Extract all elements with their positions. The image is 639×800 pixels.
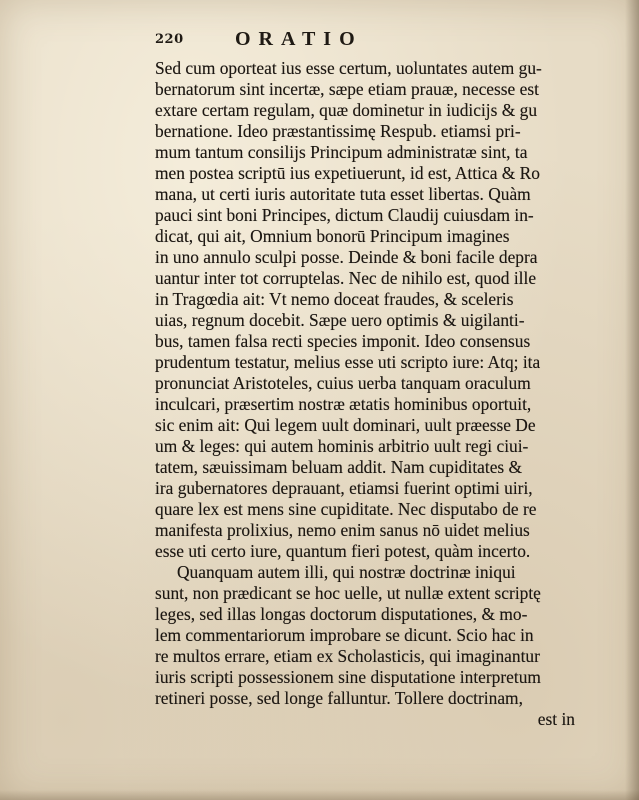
page-edge-shadow — [625, 0, 639, 800]
text-line: lem commentariorum improbare se dicunt. Scio hac in — [155, 625, 534, 645]
body-text — [155, 58, 595, 730]
text-line: inculcari, præsertim nostræ ætatis hominibus oportuit, — [155, 394, 532, 414]
text-line: dicat, qui ait, Omnium bonorū Principum imagines — [155, 226, 510, 246]
text-line: pronunciat Aristoteles, cuius uerba tanquam oraculum — [155, 373, 531, 393]
text-line: pauci sint boni Principes, dictum Claudij cuiusdam in- — [155, 205, 534, 225]
text-line: in Tragœdia ait: Vt nemo doceat fraudes, & sceleris — [155, 289, 514, 309]
text-line: Sed cum oporteat ius esse certum, uoluntates autem gu- — [155, 58, 542, 78]
text-line: quare lex est mens sine cupiditate. Nec disputabo de re — [155, 499, 537, 519]
text-line: manifesta prolixius, nemo enim sanus nō uidet melius — [155, 520, 530, 540]
text-line: retineri posse, sed longe falluntur. Tollere doctrinam, — [155, 688, 523, 708]
running-title: ORATIO — [235, 28, 363, 50]
text-line: sunt, non prædicant se hoc uelle, ut nullæ extent scriptę — [155, 583, 541, 603]
text-line: bernatorum sint incertæ, sæpe etiam prauæ, necesse est — [155, 79, 539, 99]
running-head — [155, 28, 555, 52]
page-bottom-shadow — [0, 790, 639, 800]
text-line: mum tantum consilijs Principum administratæ sint, ta — [155, 142, 528, 162]
text-line: bus, tamen falsa recti species imponit. Ideo consensus — [155, 331, 531, 351]
text-line: uantur inter tot corruptelas. Nec de nihilo est, quod ille — [155, 268, 537, 288]
text-line: iuris scripti possessionem sine disputatione interpretum — [155, 667, 541, 687]
text-line: extare certam regulam, quæ dominetur in iudicijs & gu — [155, 100, 538, 120]
text-line: bernatione. Ideo præstantissimę Respub. etiamsi pri- — [155, 121, 521, 141]
paragraph-start-line: Quanquam autem illi, qui nostræ doctrinæ iniqui — [177, 562, 516, 582]
text-line: tatem, sæuissimam beluam addit. Nam cupiditates & — [155, 457, 523, 477]
text-line: men postea scriptū ius expetiuerunt, id est, Attica & Ro — [155, 163, 540, 183]
text-line: leges, sed illas longas doctorum disputationes, & mo- — [155, 604, 528, 624]
page-number: 220 — [155, 32, 184, 47]
text-line: in uno annulo sculpi posse. Deinde & boni facile depra — [155, 247, 538, 267]
text-line: sic enim ait: Qui legem uult dominari, uult præesse De — [155, 415, 536, 435]
text-line: prudentum testatur, melius esse uti scripto iure: Atq; ita — [155, 352, 541, 372]
catchword: est in — [537, 709, 575, 729]
text-line: um & leges: qui autem hominis arbitrio uult regi ciui- — [155, 436, 529, 456]
text-line: uias, regnum docebit. Sæpe uero optimis & uigilanti- — [155, 310, 525, 330]
text-line: mana, ut certi iuris autoritate tuta esset libertas. Quàm — [155, 184, 531, 204]
text-line: ira gubernatores deprauant, etiamsi fuerint optimi uiri, — [155, 478, 533, 498]
text-line: re multos errare, etiam ex Scholasticis, qui imaginantur — [155, 646, 540, 666]
text-line: esse uti certo iure, quantum fieri potest, quàm incerto. — [155, 541, 531, 561]
